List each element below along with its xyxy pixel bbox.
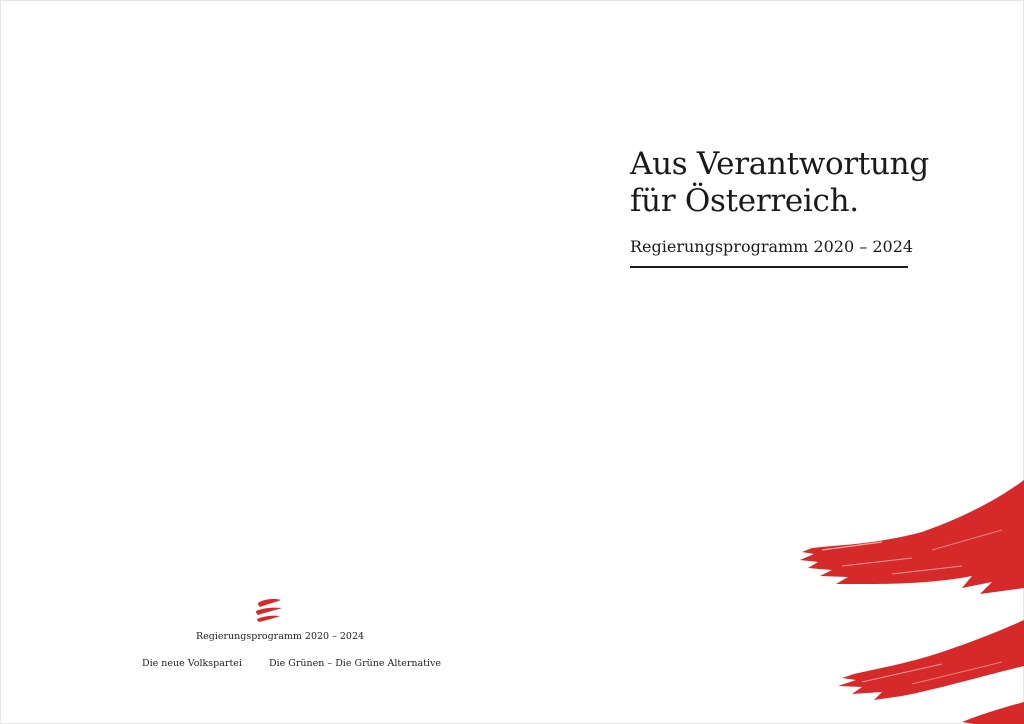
- title-underline: [630, 266, 908, 268]
- austria-flag-stroke-icon: [254, 597, 284, 623]
- back-program-label: Regierungsprogramm 2020 – 2024: [196, 631, 365, 642]
- front-cover-page: [512, 0, 1024, 724]
- party-label-gruene: Die Grünen – Die Grüne Alternative: [269, 658, 442, 669]
- red-brush-strokes: [792, 470, 1024, 724]
- cover-subtitle: Regierungsprogramm 2020 – 2024: [630, 237, 914, 256]
- cover-title-line-2: für Österreich.: [630, 183, 859, 219]
- cover-title-line-1: Aus Verantwortung: [630, 146, 929, 182]
- cover-title-block: [630, 146, 930, 268]
- party-label-volkspartei: Die neue Volkspartei: [142, 658, 242, 669]
